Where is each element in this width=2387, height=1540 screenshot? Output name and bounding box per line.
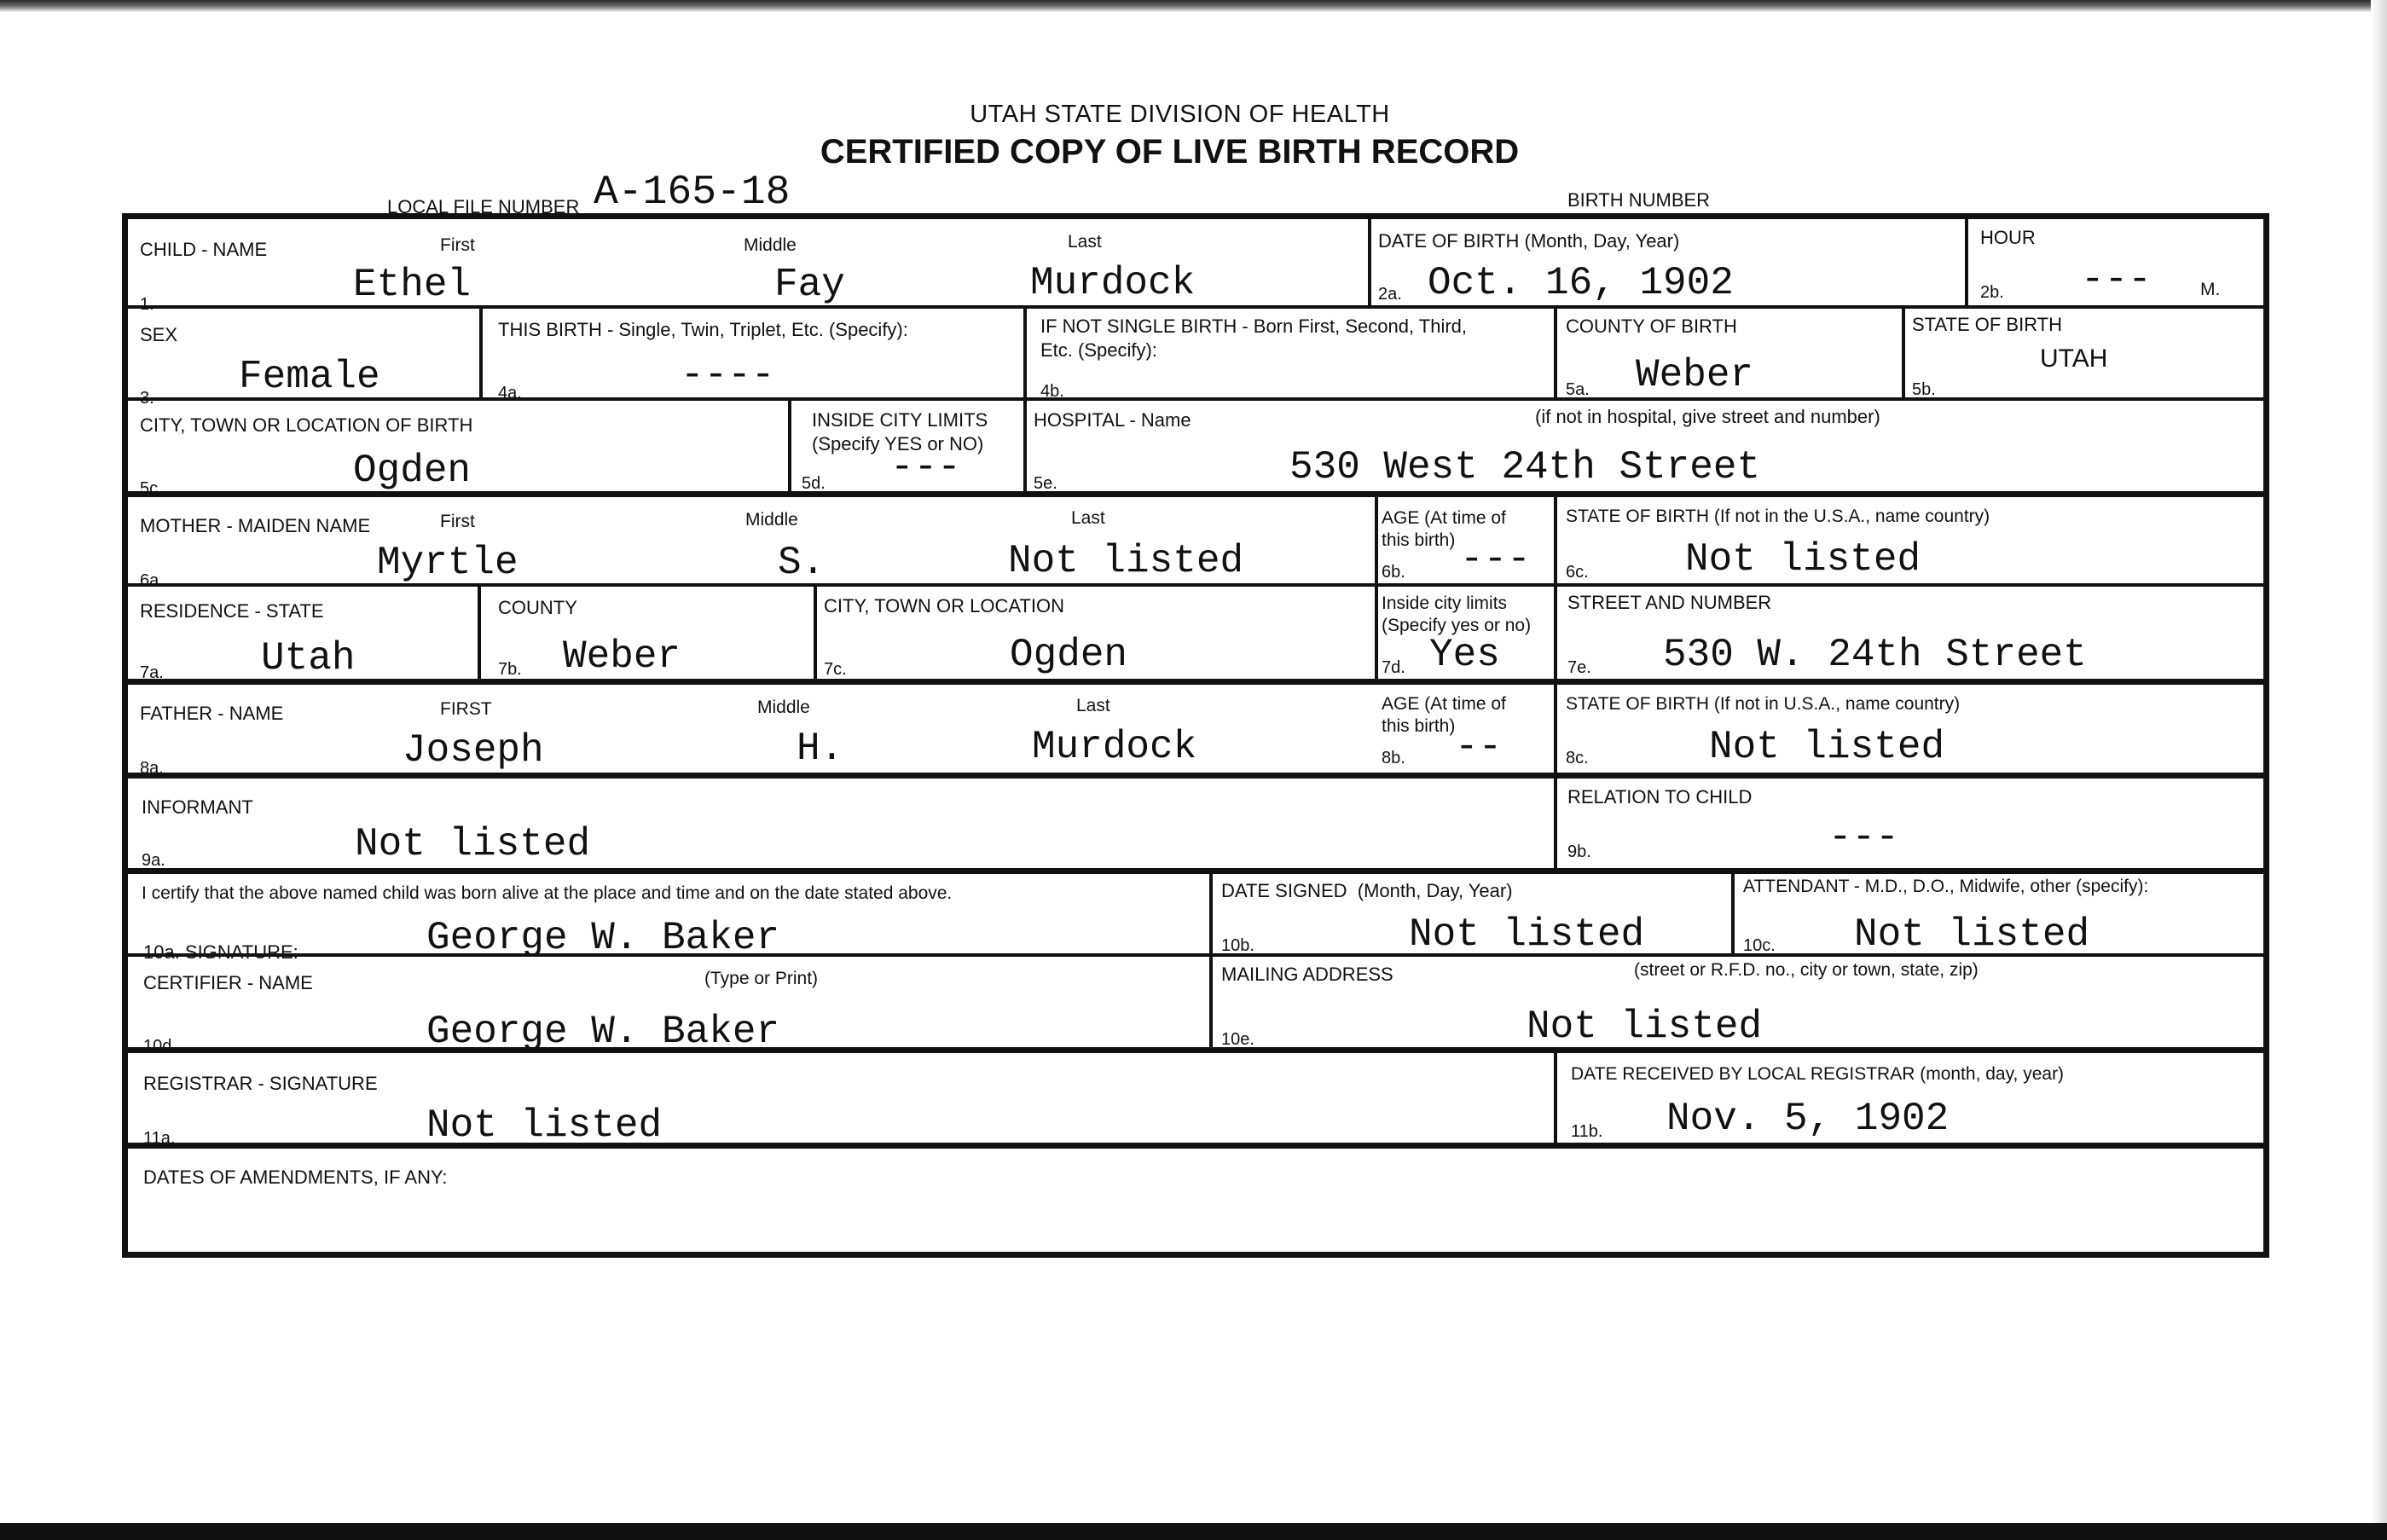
certifier-name-label: CERTIFIER - NAME	[143, 972, 313, 993]
agency-heading: UTAH STATE DIVISION OF HEALTH	[970, 101, 1390, 128]
certification-statement: I certify that the above named child was born alive at the place and time and on the date stated above.	[142, 883, 953, 903]
child-last-name: Murdock	[1030, 261, 1196, 305]
residence-city: Ogden	[1010, 633, 1128, 677]
city-of-birth-number: 5c.	[140, 479, 163, 498]
mailing-address-label: MAILING ADDRESS	[1221, 964, 1393, 985]
dob-label: DATE OF BIRTH (Month, Day, Year)	[1378, 230, 1680, 252]
residence-inside-label-1: Inside city limits	[1382, 593, 1508, 613]
residence-inside-label-2: (Specify yes or no)	[1382, 616, 1532, 635]
amendments-label: DATES OF AMENDMENTS, IF ANY:	[143, 1167, 448, 1188]
child-first-label: First	[440, 235, 475, 255]
informant-number: 9a.	[142, 851, 165, 870]
inside-city-label-2: (Specify YES or NO)	[812, 433, 984, 454]
date-signed-note: (Month, Day, Year)	[1357, 880, 1513, 901]
father-birth-state-label: STATE OF BIRTH (If not in U.S.A., name country)	[1566, 694, 1961, 714]
date-of-birth: Oct. 16, 1902	[1428, 261, 1734, 305]
scan-edge-bottom	[0, 1523, 2387, 1540]
city-of-birth: Ogden	[353, 449, 472, 493]
mother-birth-state: Not listed	[1685, 537, 1921, 582]
state-of-birth: UTAH	[2040, 344, 2108, 373]
certifier-name-note: (Type or Print)	[704, 969, 819, 988]
father-age-label-1: AGE (At time of	[1382, 694, 1506, 714]
relation-number: 9b.	[1567, 842, 1591, 861]
attendant-value: Not listed	[1854, 912, 2090, 957]
county-of-birth-number: 5a.	[1566, 380, 1590, 399]
registrar-signature: Not listed	[426, 1103, 663, 1148]
local-file-number-label: LOCAL FILE NUMBER	[387, 196, 580, 217]
residence-inside-value: Yes	[1429, 633, 1500, 677]
date-received-number: 11b.	[1571, 1122, 1603, 1141]
sex-label: SEX	[140, 324, 178, 345]
father-middle-label: Middle	[757, 698, 810, 717]
inside-city-value: ---	[890, 445, 961, 489]
residence-county-number: 7b.	[498, 660, 522, 679]
hour-number: 2b.	[1980, 283, 2004, 302]
mother-age-number: 6b.	[1382, 563, 1405, 582]
hospital-number: 5e.	[1034, 474, 1057, 493]
residence-street: 530 W. 24th Street	[1663, 633, 2087, 677]
residence-state: Utah	[261, 636, 356, 680]
birth-order-label-1: IF NOT SINGLE BIRTH - Born First, Second, Third,	[1040, 316, 1468, 337]
informant-label: INFORMANT	[142, 796, 253, 818]
mailing-address-number: 10e.	[1221, 1030, 1254, 1049]
registrar-signature-label: REGISTRAR - SIGNATURE	[143, 1073, 378, 1094]
plurality-number: 4a.	[498, 384, 522, 402]
certifier-signature: George W. Baker	[426, 916, 780, 960]
inside-city-number: 5d.	[802, 474, 826, 493]
child-first-name: Ethel	[353, 263, 472, 307]
father-last-label: Last	[1076, 696, 1110, 715]
county-of-birth: Weber	[1636, 353, 1754, 397]
birth-order-label-2: Etc. (Specify):	[1040, 339, 1157, 361]
father-age: --	[1455, 725, 1503, 769]
hospital-label: HOSPITAL - Name	[1034, 409, 1191, 431]
mother-name-number: 6a.	[140, 571, 164, 590]
residence-county: Weber	[563, 634, 681, 679]
mother-birth-state-label: STATE OF BIRTH (If not in the U.S.A., name country)	[1566, 507, 1990, 526]
hour-suffix: M.	[2200, 280, 2221, 299]
father-first-label: FIRST	[440, 699, 492, 719]
registrar-signature-number: 11a.	[143, 1129, 176, 1148]
street-number-number: 7e.	[1567, 658, 1591, 677]
scan-edge-right	[2371, 0, 2387, 1540]
attendant-number: 10c.	[1743, 936, 1776, 955]
dob-number: 2a.	[1378, 285, 1402, 304]
sex-value: Female	[239, 355, 380, 399]
local-file-number: A-165-18	[594, 170, 791, 216]
residence-city-label: CITY, TOWN OR LOCATION	[824, 595, 1064, 617]
plurality-label: THIS BIRTH - Single, Twin, Triplet, Etc. (Specify):	[498, 319, 908, 340]
child-last-label: Last	[1068, 232, 1102, 252]
inside-city-label-1: INSIDE CITY LIMITS	[812, 409, 988, 431]
mother-birth-state-number: 6c.	[1566, 563, 1589, 582]
father-last-name: Murdock	[1032, 725, 1197, 769]
residence-city-number: 7c.	[824, 660, 847, 679]
state-of-birth-number: 5b.	[1912, 380, 1936, 399]
mother-middle-name: S.	[778, 541, 826, 585]
mother-age: ---	[1460, 537, 1531, 582]
birth-order-number: 4b.	[1040, 382, 1064, 401]
father-birth-state-number: 8c.	[1566, 749, 1589, 767]
date-signed: Not listed	[1409, 912, 1645, 957]
father-birth-state: Not listed	[1709, 725, 1945, 769]
certifier-name: George W. Baker	[426, 1010, 780, 1054]
residence-county-label: COUNTY	[498, 597, 577, 618]
hour-label: HOUR	[1980, 227, 2036, 248]
state-of-birth-label: STATE OF BIRTH	[1912, 314, 2063, 335]
father-age-number: 8b.	[1382, 749, 1405, 767]
mailing-address-note: (street or R.F.D. no., city or town, state, zip)	[1634, 960, 1979, 980]
father-age-label-2: this birth)	[1382, 716, 1456, 736]
child-name-number: 1.	[140, 295, 154, 314]
hospital-note: (if not in hospital, give street and number)	[1535, 406, 1880, 427]
date-received-label: DATE RECEIVED BY LOCAL REGISTRAR (month, day, year)	[1571, 1064, 2065, 1084]
mother-age-label-1: AGE (At time of	[1382, 508, 1506, 528]
birth-number-label: BIRTH NUMBER	[1567, 189, 1711, 211]
date-signed-label	[1221, 880, 1513, 901]
mother-first-label: First	[440, 512, 475, 531]
child-middle-name: Fay	[774, 263, 845, 307]
child-middle-label: Middle	[744, 235, 797, 255]
signature-label: 10a. SIGNATURE:	[143, 941, 298, 963]
scan-edge-top	[0, 0, 2387, 12]
child-name-label: CHILD - NAME	[140, 239, 268, 260]
hospital-name: 530 West 24th Street	[1289, 445, 1761, 489]
attendant-label: ATTENDANT - M.D., D.O., Midwife, other (specify):	[1743, 877, 2149, 896]
mother-age-label-2: this birth)	[1382, 530, 1456, 550]
plurality-value: ----	[681, 353, 775, 397]
mother-name-label: MOTHER - MAIDEN NAME	[140, 515, 371, 536]
sex-number: 3.	[140, 389, 154, 408]
city-of-birth-label: CITY, TOWN OR LOCATION OF BIRTH	[140, 414, 473, 436]
mother-first-name: Myrtle	[377, 541, 519, 585]
document-title: CERTIFIED COPY OF LIVE BIRTH RECORD	[820, 133, 1520, 171]
street-number-label: STREET AND NUMBER	[1567, 592, 1772, 613]
father-middle-name: H.	[797, 727, 844, 771]
residence-state-number: 7a.	[140, 663, 164, 682]
informant-value: Not listed	[355, 822, 591, 866]
relation-value: ---	[1828, 815, 1899, 860]
relation-label: RELATION TO CHILD	[1567, 786, 1753, 808]
father-name-number: 8a.	[140, 759, 164, 778]
mother-last-name: Not listed	[1008, 539, 1244, 583]
date-signed-number: 10b.	[1221, 936, 1254, 955]
mother-last-label: Last	[1071, 508, 1105, 528]
mailing-address: Not listed	[1527, 1004, 1763, 1049]
father-name-label: FATHER - NAME	[140, 703, 284, 724]
mother-middle-label: Middle	[745, 510, 798, 530]
residence-inside-number: 7d.	[1382, 658, 1405, 677]
certifier-name-number: 10d.	[143, 1037, 177, 1056]
hour-of-birth: ---	[2081, 258, 2152, 302]
county-of-birth-label: COUNTY OF BIRTH	[1566, 316, 1737, 337]
residence-state-label: RESIDENCE - STATE	[140, 600, 324, 622]
date-received: Nov. 5, 1902	[1666, 1097, 1950, 1141]
date-signed-label-text: DATE SIGNED	[1221, 880, 1347, 901]
father-first-name: Joseph	[403, 728, 544, 773]
